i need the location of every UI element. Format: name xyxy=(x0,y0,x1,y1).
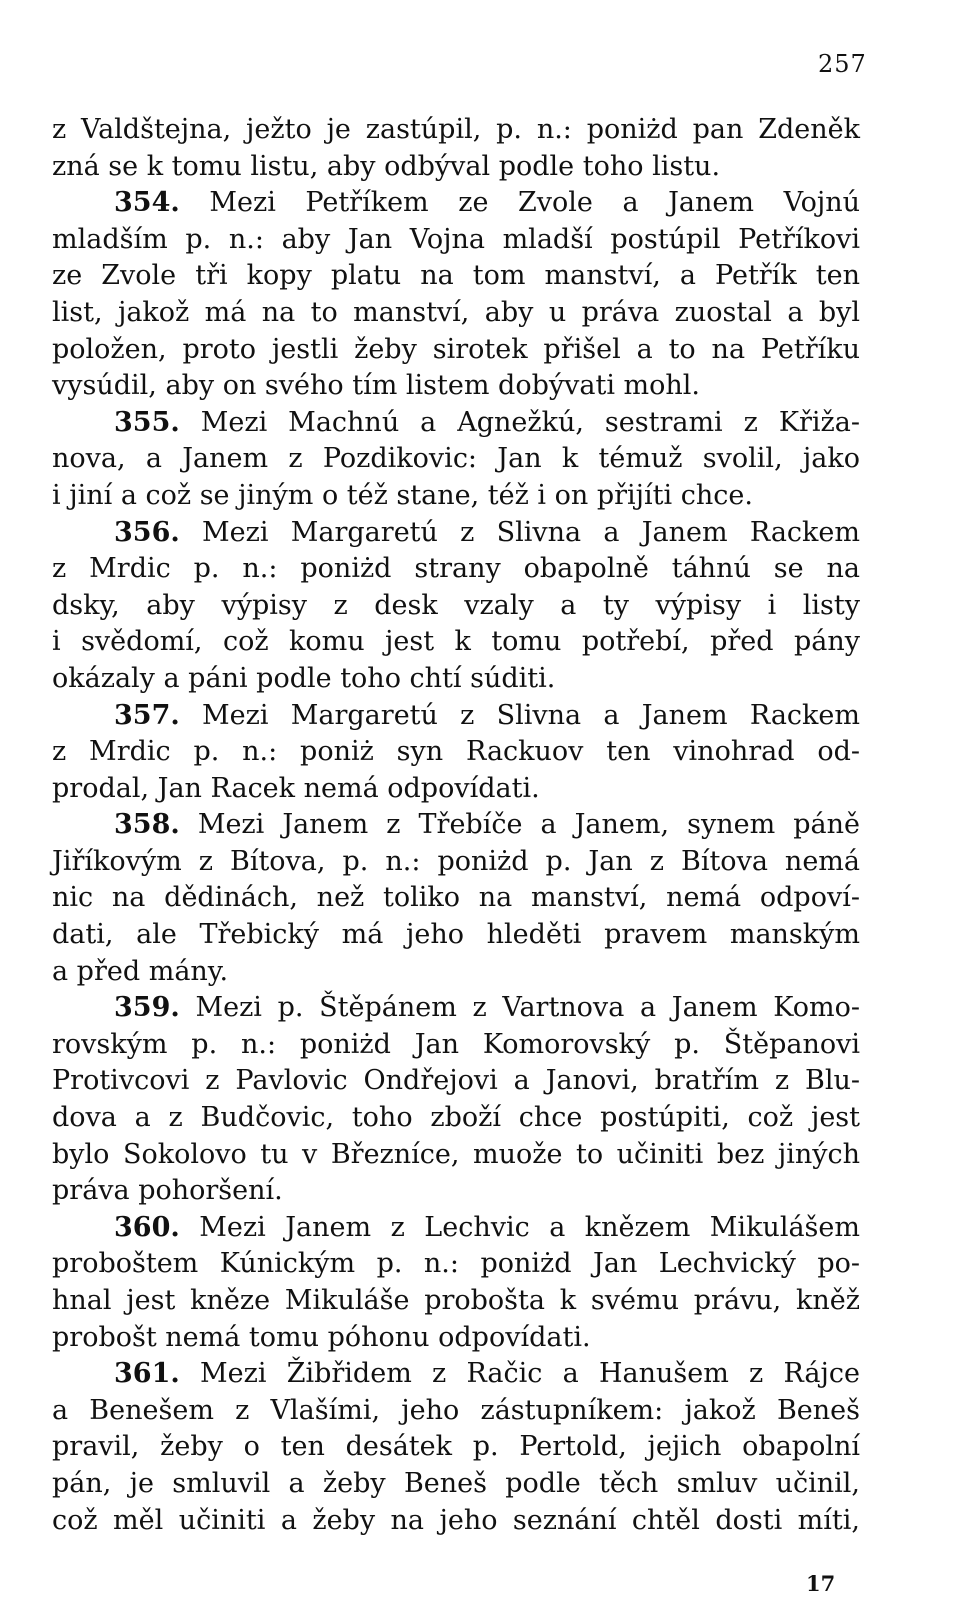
line-text: práva pohoršení. xyxy=(52,1175,283,1207)
line-text: prodal, Jan Racek nemá odpovídati. xyxy=(52,772,540,804)
text-line xyxy=(52,698,860,735)
line-text: Mezi Margaretú z Slivna a Janem Rackem xyxy=(202,699,860,731)
text-line xyxy=(52,1503,860,1540)
text-line xyxy=(52,844,860,881)
line-text: Mezi Janem z Třebíče a Janem, synem páně xyxy=(197,809,860,841)
line-text: mladším p. n.: aby Jan Vojna mladší postúpil Petříkovi xyxy=(52,223,860,255)
line-text: bylo Sokolovo tu v Březníce, muože to učiniti bez jiných xyxy=(52,1138,860,1170)
line-text: nova, a Janem z Pozdikovic: Jan k témuž svolil, jako xyxy=(52,443,860,475)
text-line xyxy=(52,1137,860,1174)
line-text: zná se k tomu listu, aby odbýval podle toho listu. xyxy=(52,150,721,182)
line-text: hnal jest kněze Mikuláše probošta k svému právu, kněž xyxy=(52,1285,860,1316)
entry-number: 359. xyxy=(114,992,180,1024)
line-text: pán, je smluvil a žeby Beneš podle těch smluv učinil, xyxy=(52,1467,860,1499)
line-text: probošt nemá tomu póhonu odpovídati. xyxy=(52,1321,591,1353)
text-line xyxy=(52,295,860,332)
text-line xyxy=(52,185,860,222)
text-line xyxy=(52,332,860,369)
text-line xyxy=(52,734,860,771)
text-line xyxy=(52,515,860,552)
line-text: což měl učiniti a žeby na jeho seznání chtěl dosti míti, xyxy=(52,1504,860,1536)
line-text: Mezi Žibřidem z Račic a Hanušem z Rájce xyxy=(200,1358,860,1390)
text-line xyxy=(52,1356,860,1393)
text-line xyxy=(52,1100,860,1137)
text-line xyxy=(52,368,860,405)
line-text: z Valdštejna, ježto je zastúpil, p. n.: poniżd pan Zdeněk xyxy=(52,114,860,145)
text-line xyxy=(52,917,860,954)
text-line xyxy=(52,954,860,991)
text-line xyxy=(52,1393,860,1430)
text-line xyxy=(52,1246,860,1283)
text-line xyxy=(52,661,860,698)
text-line xyxy=(52,112,860,149)
line-text: dati, ale Třebický má jeho hleděti pravem manským xyxy=(52,919,860,951)
text-line xyxy=(52,1283,860,1320)
text-line xyxy=(52,990,860,1027)
line-text: Protivcovi z Pavlovic Ondřejovi a Janovi, bratřím z Blu- xyxy=(52,1065,860,1097)
text-line xyxy=(52,771,860,808)
text-line xyxy=(52,807,860,844)
line-text: Mezi Margaretú z Slivna a Janem Rackem xyxy=(202,516,860,548)
entry-number: 360. xyxy=(114,1211,180,1243)
line-text: Mezi Janem z Lechvic a knězem Mikulášem xyxy=(199,1211,860,1243)
text-line xyxy=(52,880,860,917)
text-line xyxy=(52,588,860,625)
line-text: Mezi Machnú a Agnežkú, sestrami z Křiža- xyxy=(200,406,860,438)
entry-number: 356. xyxy=(114,516,180,548)
line-text: ze Zvole tři kopy platu na tom manství, a Petřík ten xyxy=(52,260,860,292)
text-line xyxy=(52,551,860,588)
text-line xyxy=(52,222,860,259)
page-number: 257 xyxy=(818,50,867,78)
text-line xyxy=(52,1063,860,1100)
signature-mark: 17 xyxy=(806,1571,836,1596)
line-text: položen, proto jestli žeby sirotek přišel a to na Petříku xyxy=(52,333,860,365)
line-text: z Mrdic p. n.: poniżd strany obapolně táhnú se na xyxy=(52,553,860,585)
entry-number: 357. xyxy=(114,699,180,731)
entry-number: 354. xyxy=(114,187,180,219)
line-text: Mezi Petříkem ze Zvole a Janem Vojnú xyxy=(209,187,860,219)
line-text: a před mány. xyxy=(52,955,229,987)
entry-number: 358. xyxy=(114,809,180,841)
text-line xyxy=(52,1429,860,1466)
line-text: proboštem Kúnickým p. n.: poniżd Jan Lechvický po- xyxy=(52,1248,860,1280)
entry-number: 361. xyxy=(114,1358,180,1390)
line-text: dova a z Budčovic, toho zboží chce postúpiti, což jest xyxy=(52,1102,860,1134)
line-text: Jiříkovým z Bítova, p. n.: poniżd p. Jan z Bítova nemá xyxy=(52,845,860,877)
line-text: Mezi p. Štěpánem z Vartnova a Janem Komo- xyxy=(195,992,860,1024)
line-text: i svědomí, což komu jest k tomu potřebí, před pány xyxy=(52,626,860,658)
text-line xyxy=(52,258,860,295)
text-line xyxy=(52,1027,860,1064)
text-line xyxy=(52,1173,860,1210)
text-line xyxy=(52,478,860,515)
line-text: i jiní a což se jiným o též stane, též i on přijíti chce. xyxy=(52,479,753,511)
line-text: nic na dědinách, než toliko na manství, nemá odpoví- xyxy=(52,882,860,914)
line-text: rovským p. n.: poniżd Jan Komorovský p. Štěpanovi xyxy=(52,1028,860,1060)
text-line xyxy=(52,624,860,661)
line-text: okázaly a páni podle toho chtí súditi. xyxy=(52,662,556,694)
text-line xyxy=(52,1466,860,1503)
entry-number: 355. xyxy=(114,406,180,438)
line-text: a Benešem z Vlašími, jeho zástupníkem: jakož Beneš xyxy=(52,1394,860,1426)
text-line xyxy=(52,1320,860,1357)
page-text xyxy=(52,112,860,1539)
line-text: vysúdil, aby on svého tím listem dobývati mohl. xyxy=(52,370,700,402)
text-line xyxy=(52,1210,860,1247)
line-text: dsky, aby výpisy z desk vzaly a ty výpisy i listy xyxy=(52,589,860,621)
text-line xyxy=(52,441,860,478)
line-text: z Mrdic p. n.: poniż syn Rackuov ten vinohrad od- xyxy=(52,736,860,768)
line-text: pravil, žeby o ten desátek p. Pertold, jejich obapolní xyxy=(52,1431,860,1463)
text-line xyxy=(52,149,860,186)
line-text: list, jakož má na to manství, aby u práva zuostal a byl xyxy=(52,296,860,328)
text-line xyxy=(52,405,860,442)
